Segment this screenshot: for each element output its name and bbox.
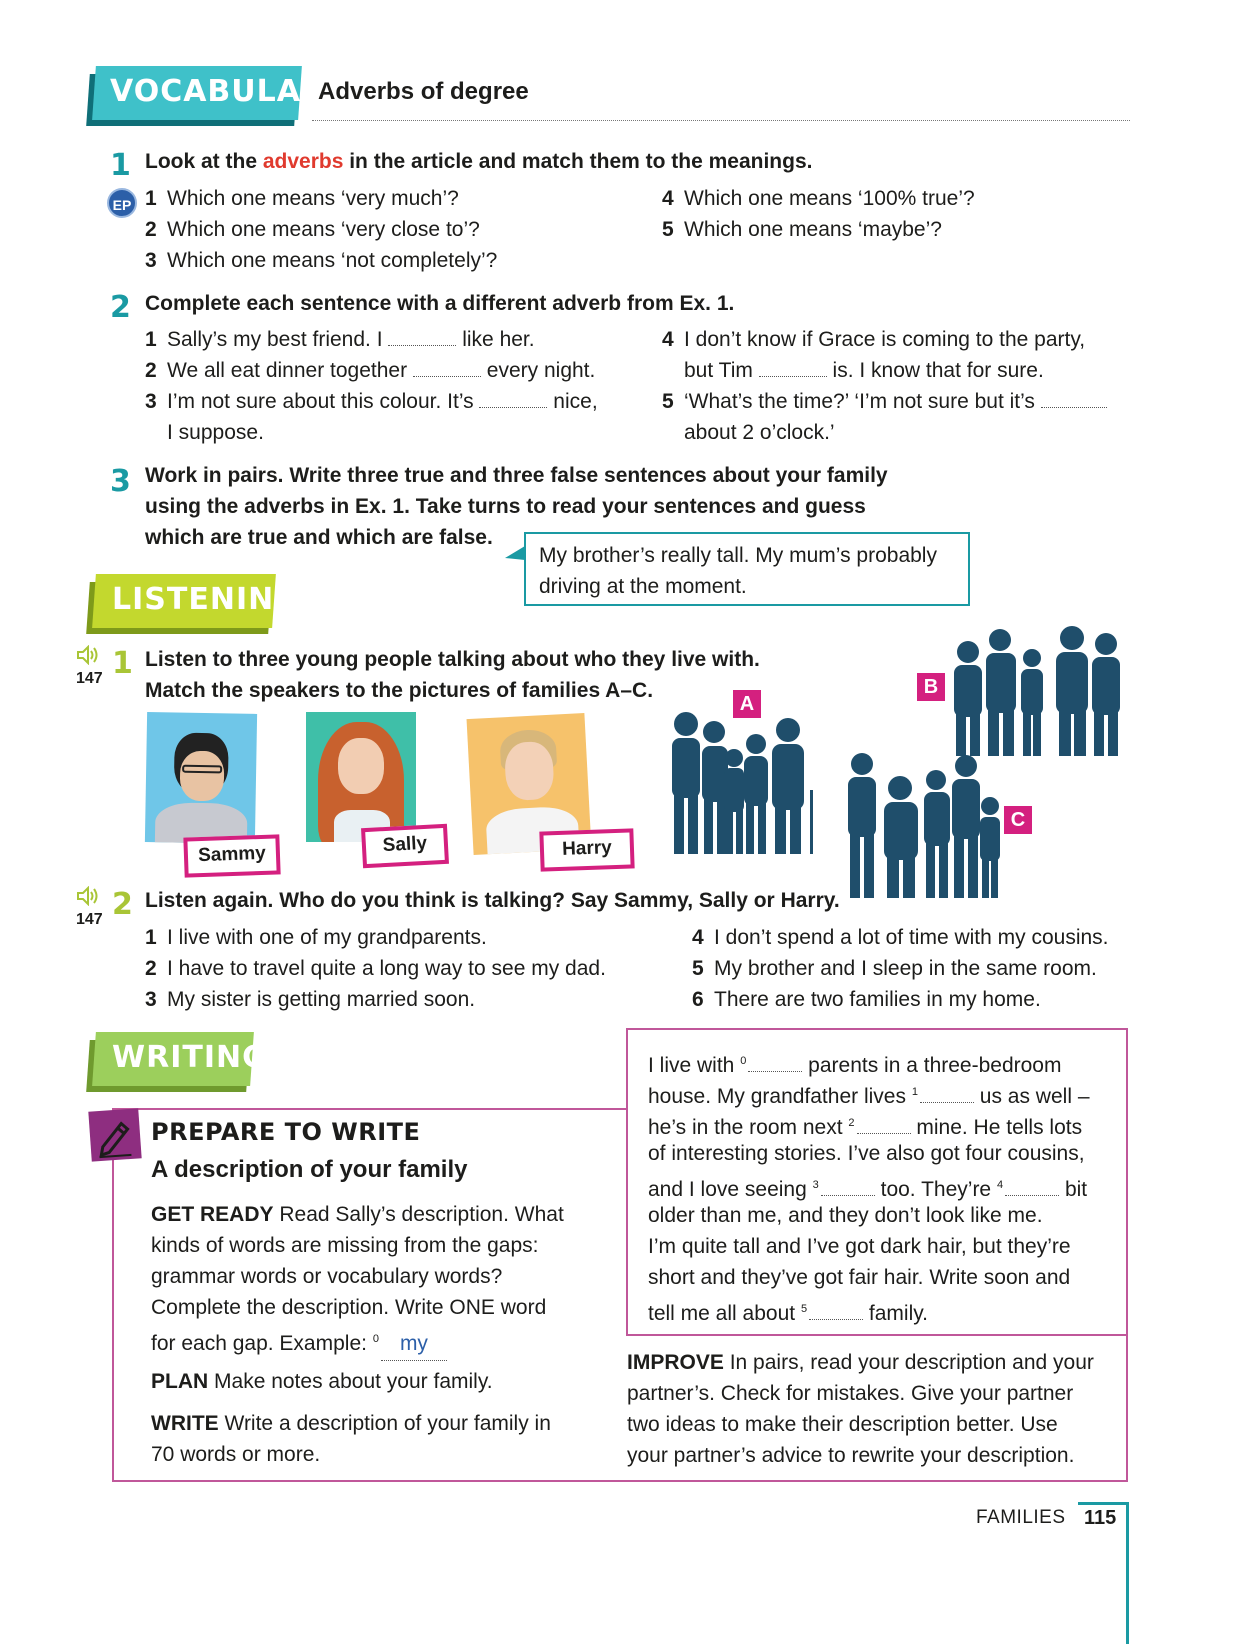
improve-line-2: partner’s. Check for mistakes. Give your partner <box>627 1382 1074 1405</box>
listening-ex2-item-1: 1 I live with one of my grandparents. <box>145 926 487 949</box>
listening-ex1-line-1: Listen to three young people talking about who they live with. <box>145 648 760 671</box>
prepare-frame-top <box>112 1108 626 1110</box>
photo-sally <box>306 712 416 842</box>
desc-line-8: short and they’ve got fair hair. Write soon and <box>648 1266 1071 1289</box>
vocab-ex3-line-1: Work in pairs. Write three true and three false sentences about your family <box>145 464 888 487</box>
heading-rule <box>312 120 1130 121</box>
speaker-icon <box>76 886 100 906</box>
audio-track-2[interactable] <box>76 886 103 929</box>
answer-gap[interactable] <box>1041 388 1107 408</box>
family-c-letter: C <box>1004 806 1032 834</box>
vocab-ex2-item-4-cont: but Tim is. I know that for sure. <box>684 359 1044 382</box>
vocabulary-heading: Adverbs of degree <box>318 78 529 105</box>
vocab-ex1-item-1: 1 Which one means ‘very much’? <box>145 187 459 210</box>
vocab-ex2-number: 2 <box>110 290 131 325</box>
listening-ex2-item-6: 6 There are two families in my home. <box>692 988 1041 1011</box>
desc-line-5: and I love seeing $^3$ too. They’re $^4$ bit <box>648 1178 1088 1201</box>
desc-line-9: tell me all about $^5$ family. <box>648 1302 929 1325</box>
vocab-ex3-line-2: using the adverbs in Ex. 1. Take turns to read your sentences and guess <box>145 495 866 518</box>
audio-track-number: 147 <box>76 911 103 928</box>
speech-bubble-line-2: driving at the moment. <box>539 575 747 598</box>
write-line-2: 70 words or more. <box>151 1443 321 1466</box>
answer-gap[interactable] <box>759 357 827 377</box>
example-answer: my <box>381 1328 447 1361</box>
get-ready-line-4: Complete the description. Write ONE word <box>151 1296 547 1319</box>
vocab-ex2-instruction: Complete each sentence with a different adverb from Ex. 1. <box>145 292 735 315</box>
family-b-letter: B <box>917 673 945 701</box>
listening-banner <box>88 574 300 636</box>
vocab-ex1-item-5: 5 Which one means ‘maybe’? <box>662 218 942 241</box>
vocab-ex2-item-2: 2 We all eat dinner together every night. <box>145 359 596 382</box>
answer-gap[interactable] <box>1005 1176 1059 1196</box>
vocab-ex2-item-5: 5 ‘What’s the time?’ ‘I’m not sure but it’s <box>662 386 1107 418</box>
speech-bubble-line-1: My brother’s really tall. My mum’s probably <box>539 544 937 567</box>
adverbs-highlight: adverbs <box>262 150 344 173</box>
get-ready-line-1: GET READY Read Sally’s description. What <box>151 1203 564 1226</box>
listening-ex2-number: 2 <box>112 887 133 922</box>
family-a-silhouette <box>660 700 830 860</box>
vocab-ex1-item-2: 2 Which one means ‘very close to’? <box>145 218 480 241</box>
page-number: 115 <box>1084 1507 1117 1529</box>
audio-track-1[interactable] <box>76 645 103 688</box>
answer-gap[interactable] <box>479 388 547 408</box>
photo-sammy <box>145 712 257 844</box>
family-b-silhouette <box>948 622 1128 758</box>
pencil-icon <box>88 1108 141 1161</box>
speech-bubble-tail <box>505 546 527 564</box>
vocabulary-banner <box>88 66 347 128</box>
desc-line-3: he’s in the room next $^2$ mine. He tells lots <box>648 1116 1083 1139</box>
vocab-ex2-item-4: 4 I don’t know if Grace is coming to the party, <box>662 328 1086 351</box>
vocab-ex2-item-3-cont: I suppose. <box>167 421 264 444</box>
writing-banner-label: WRITING <box>112 1040 268 1075</box>
desc-line-1: I live with $^0$ parents in a three-bedroom <box>648 1054 1062 1077</box>
audio-track-number: 147 <box>76 670 103 687</box>
prepare-subtitle: A description of your family <box>151 1156 468 1183</box>
listening-ex1-line-2: Match the speakers to the pictures of families A–C. <box>145 679 654 702</box>
desc-line-6: older than me, and they don’t look like me. <box>648 1204 1043 1227</box>
name-label-sammy: Sammy <box>183 834 280 877</box>
desc-line-4: of interesting stories. I’ve also got four cousins, <box>648 1142 1085 1165</box>
answer-gap[interactable] <box>388 326 456 346</box>
vocab-ex3-line-3: which are true and which are false. <box>145 526 493 549</box>
improve-line-4: your partner’s advice to rewrite your description. <box>627 1444 1075 1467</box>
writing-banner <box>88 1032 268 1094</box>
family-a-letter: A <box>733 690 761 718</box>
write-line-1: WRITE Write a description of your family in <box>151 1412 551 1435</box>
improve-line-3: two ideas to make their description better. Use <box>627 1413 1058 1436</box>
listening-banner-label: LISTENING <box>112 582 300 617</box>
vocab-ex1-item-3: 3 Which one means ‘not completely’? <box>145 249 498 272</box>
vocab-ex3-number: 3 <box>110 464 131 499</box>
name-label-harry: Harry <box>539 828 634 871</box>
get-ready-line-5: for each gap. Example: $^0$ my <box>151 1323 447 1361</box>
name-label-sally: Sally <box>361 824 449 868</box>
speech-bubble <box>524 532 970 606</box>
vocab-ex2-item-3: 3 I’m not sure about this colour. It’s nice, <box>145 390 598 413</box>
listening-ex2-item-4: 4 I don’t spend a lot of time with my cousins. <box>692 926 1109 949</box>
pencil-icon-box <box>88 1108 141 1161</box>
vocab-ex1-item-4: 4 Which one means ‘100% true’? <box>662 187 975 210</box>
plan-line: PLAN Make notes about your family. <box>151 1370 493 1393</box>
listening-ex2-instruction: Listen again. Who do you think is talking? Say Sammy, Sally or Harry. <box>145 889 840 912</box>
get-ready-line-3: grammar words or vocabulary words? <box>151 1265 503 1288</box>
vocab-ex1-instruction: Look at the adverbs in the article and match them to the meanings. <box>145 150 813 173</box>
answer-gap[interactable] <box>920 1083 974 1103</box>
vocabulary-banner-label: VOCABULARY <box>110 74 347 109</box>
answer-gap[interactable] <box>857 1114 911 1134</box>
vocab-ex2-item-1: 1 Sally’s my best friend. I like her. <box>145 328 535 351</box>
footer-section: FAMILIES <box>976 1507 1066 1528</box>
speaker-icon <box>76 645 100 665</box>
desc-line-7: I’m quite tall and I’ve got dark hair, but they’re <box>648 1235 1071 1258</box>
answer-gap[interactable] <box>821 1176 875 1196</box>
listening-ex2-item-5: 5 My brother and I sleep in the same room. <box>692 957 1097 980</box>
improve-line-1: IMPROVE In pairs, read your description and your <box>627 1351 1094 1374</box>
family-c-silhouette <box>838 748 1008 900</box>
answer-gap[interactable] <box>748 1052 802 1072</box>
footer-rule <box>1078 1502 1128 1505</box>
listening-ex2-item-3: 3 My sister is getting married soon. <box>145 988 476 1011</box>
prepare-title: PREPARE TO WRITE <box>151 1118 421 1146</box>
desc-line-2: house. My grandfather lives $^1$ us as well – <box>648 1085 1090 1108</box>
footer-rule-vertical <box>1126 1502 1129 1644</box>
answer-gap[interactable] <box>413 357 481 377</box>
get-ready-line-2: kinds of words are missing from the gaps: <box>151 1234 539 1257</box>
listening-ex1-number: 1 <box>112 646 133 681</box>
ep-badge: EP <box>107 188 137 218</box>
vocab-ex2-item-5-cont: about 2 o’clock.’ <box>684 421 835 444</box>
listening-ex2-item-2: 2 I have to travel quite a long way to see my dad. <box>145 957 606 980</box>
answer-gap[interactable] <box>809 1300 863 1320</box>
vocab-ex1-number: 1 <box>110 148 131 183</box>
